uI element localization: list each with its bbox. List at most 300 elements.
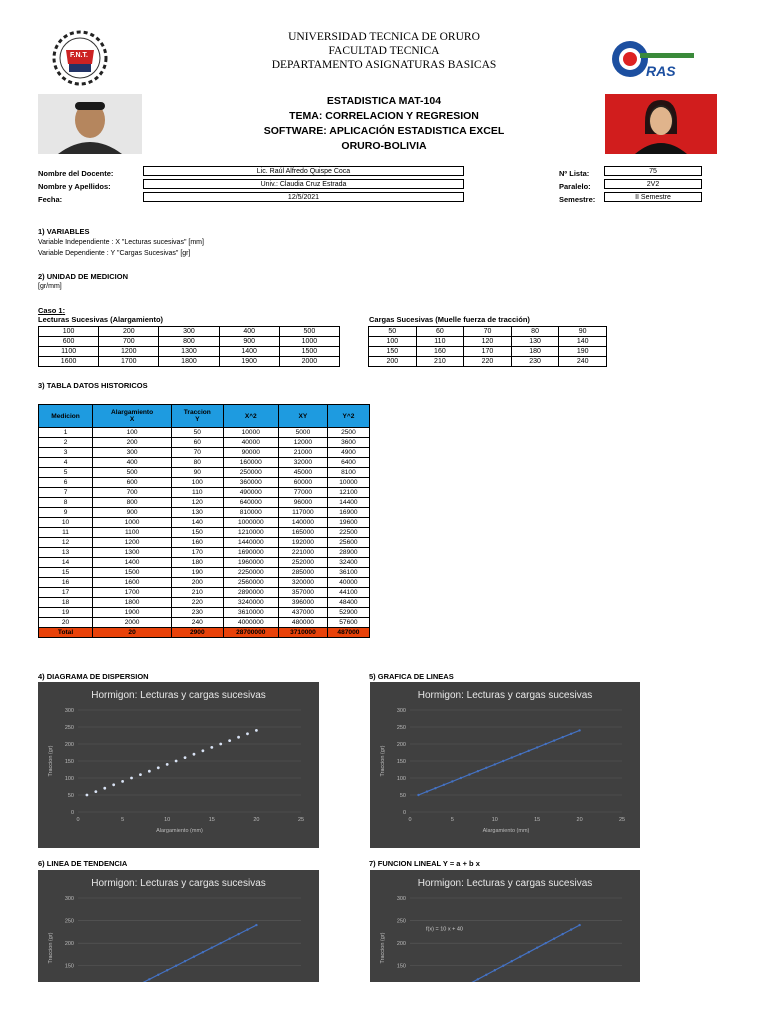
table-cell: 1440000	[223, 538, 279, 548]
table-row	[39, 428, 370, 438]
table-row	[39, 448, 370, 458]
y-tick-label: 200	[396, 742, 406, 748]
data-point	[166, 763, 169, 766]
data-point	[228, 739, 231, 742]
table-cell: 140000	[279, 518, 328, 528]
table-cell: 480000	[279, 618, 328, 628]
data-point	[494, 969, 496, 971]
fecha-value: 12/5/2021	[143, 192, 464, 202]
table-cell: 8100	[327, 468, 369, 478]
table-cell: 2500	[327, 428, 369, 438]
table-cell: 90000	[223, 448, 279, 458]
data-point	[544, 942, 546, 944]
table-cell: 190	[559, 347, 607, 357]
data-point	[255, 924, 257, 926]
data-point	[511, 756, 513, 758]
dependent-variable: Variable Dependiente : Y "Cargas Sucesivas" [gr]	[38, 250, 191, 257]
table-cell: 192000	[279, 538, 328, 548]
table-cell: 437000	[279, 608, 328, 618]
table-cell: 10000	[327, 478, 369, 488]
x-tick-label: 5	[121, 817, 125, 823]
table-cell: 110	[172, 488, 223, 498]
semestre-value: II Semestre	[604, 192, 702, 202]
table-cell: 3	[39, 448, 93, 458]
series-line	[87, 925, 256, 982]
data-point	[157, 766, 160, 769]
table-cell: 160	[416, 347, 464, 357]
table-cell: 1100	[93, 528, 172, 538]
data-point	[228, 937, 230, 939]
series-line	[418, 730, 579, 795]
table-row	[39, 458, 370, 468]
table-cell: 900	[93, 508, 172, 518]
table-cell: 210	[416, 357, 464, 367]
table-row	[39, 508, 370, 518]
chart-title: Hormigon: Lecturas y cargas sucesivas	[91, 690, 266, 701]
table-cell: 210	[172, 588, 223, 598]
chart-title: Hormigon: Lecturas y cargas sucesivas	[91, 878, 266, 889]
table-cell: 70	[464, 327, 512, 337]
table-cell: 48400	[327, 598, 369, 608]
data-point	[94, 790, 97, 793]
table-row	[39, 548, 370, 558]
y-tick-label: 300	[396, 708, 406, 714]
data-point	[477, 978, 479, 980]
lecturas-title: Lecturas Sucesivas (Alargamiento)	[38, 315, 164, 324]
table-row	[39, 357, 340, 367]
software-title: SOFTWARE: APLICACIÓN ESTADISTICA EXCEL	[263, 125, 505, 137]
table-cell: 117000	[279, 508, 328, 518]
table-cell: 70	[172, 448, 223, 458]
data-point	[219, 743, 222, 746]
data-point	[175, 760, 178, 763]
table-cell: 8	[39, 498, 93, 508]
table-cell: 1300	[93, 548, 172, 558]
data-point	[237, 736, 240, 739]
data-point	[202, 951, 204, 953]
historicos-heading: 3) TABLA DATOS HISTORICOS	[38, 381, 148, 390]
course-title: ESTADISTICA MAT-104	[326, 95, 442, 107]
table-cell: 96000	[279, 498, 328, 508]
table-row	[39, 347, 340, 357]
table-cell: 150	[369, 347, 417, 357]
data-point	[553, 739, 555, 741]
table-cell: 16	[39, 578, 93, 588]
table-cell: 200	[172, 578, 223, 588]
table-row	[39, 538, 370, 548]
data-point	[184, 960, 186, 962]
table-cell: 50	[172, 428, 223, 438]
table-cell: 52900	[327, 608, 369, 618]
data-point	[570, 733, 572, 735]
table-cell: 400	[93, 458, 172, 468]
y-tick-label: 150	[64, 963, 74, 970]
table-cell: 4	[39, 458, 93, 468]
table-cell: 170	[464, 347, 512, 357]
table-cell: 2	[39, 438, 93, 448]
table-cell: 220	[464, 357, 512, 367]
y-tick-label: 200	[396, 941, 406, 948]
y-tick-label: 100	[64, 776, 74, 782]
data-point	[528, 951, 530, 953]
y-tick-label: 250	[396, 918, 406, 925]
data-point	[130, 777, 133, 780]
data-point	[502, 760, 504, 762]
table-cell: 2000	[279, 357, 339, 367]
table-cell: 220	[172, 598, 223, 608]
table-cell: 6	[39, 478, 93, 488]
table-cell: 640000	[223, 498, 279, 508]
table-cell: 7	[39, 488, 93, 498]
linear-function-chart	[370, 870, 640, 982]
y-axis-label: Traccion (gr)	[48, 745, 54, 777]
data-point	[220, 942, 222, 944]
table-cell: 14400	[327, 498, 369, 508]
data-point	[246, 928, 248, 930]
table-cell: 1200	[93, 538, 172, 548]
data-point	[255, 729, 258, 732]
data-point	[536, 746, 538, 748]
line-chart	[370, 682, 640, 848]
data-point	[578, 729, 580, 731]
table-cell: 5	[39, 468, 93, 478]
data-point	[175, 965, 177, 967]
total-cell: Total	[39, 628, 93, 638]
table-cell: 19600	[327, 518, 369, 528]
table-cell: 57600	[327, 618, 369, 628]
table-cell: 2000	[93, 618, 172, 628]
column-header: Y^2	[327, 405, 369, 428]
caso-label: Caso 1:	[38, 306, 66, 315]
table-cell: 130	[511, 337, 559, 347]
x-tick-label: 0	[76, 817, 80, 823]
section-tendencia: 6) LINEA DE TENDENCIA	[38, 859, 128, 868]
location-title: ORURO-BOLIVIA	[341, 140, 427, 152]
cargas-table	[368, 326, 607, 367]
table-cell: 36100	[327, 568, 369, 578]
data-point	[561, 933, 563, 935]
table-cell: 4900	[327, 448, 369, 458]
table-cell: 180	[511, 347, 559, 357]
table-cell: 490000	[223, 488, 279, 498]
table-row	[39, 488, 370, 498]
data-point	[460, 777, 462, 779]
table-cell: 170	[172, 548, 223, 558]
semestre-label: Semestre:	[559, 195, 596, 204]
table-cell: 230	[511, 357, 559, 367]
table-cell: 1000	[279, 337, 339, 347]
table-cell: 1800	[159, 357, 219, 367]
table-cell: 2250000	[223, 568, 279, 578]
table-cell: 1000000	[223, 518, 279, 528]
total-cell: 3710000	[279, 628, 328, 638]
table-cell: 700	[93, 488, 172, 498]
trendline-equation: f(x) = 10 x + 40	[426, 926, 463, 933]
y-tick-label: 300	[396, 896, 406, 902]
y-tick-label: 150	[64, 759, 74, 765]
nombre-label: Nombre y Apellidos:	[38, 182, 111, 191]
table-cell: 1400	[219, 347, 279, 357]
table-row	[39, 327, 340, 337]
table-cell: 28900	[327, 548, 369, 558]
table-cell: 12100	[327, 488, 369, 498]
data-point	[193, 753, 196, 756]
table-cell: 3600	[327, 438, 369, 448]
table-cell: 25600	[327, 538, 369, 548]
table-row	[369, 327, 607, 337]
table-cell: 500	[93, 468, 172, 478]
x-axis-label: Alargamiento (mm)	[482, 828, 530, 834]
data-point	[502, 965, 504, 967]
data-point	[578, 924, 580, 926]
table-cell: 4000000	[223, 618, 279, 628]
chart-title: Hormigon: Lecturas y cargas sucesivas	[417, 878, 593, 889]
unidad-heading: 2) UNIDAD DE MEDICION	[38, 272, 129, 281]
table-row	[39, 608, 370, 618]
x-tick-label: 10	[491, 817, 498, 823]
table-cell: 77000	[279, 488, 328, 498]
table-cell: 40000	[223, 438, 279, 448]
table-cell: 1600	[93, 578, 172, 588]
chart-title: Hormigon: Lecturas y cargas sucesivas	[417, 690, 593, 701]
column-header: Medicion	[39, 405, 93, 428]
table-cell: 45000	[279, 468, 328, 478]
table-row	[39, 568, 370, 578]
section-dispersion: 4) DIAGRAMA DE DISPERSION	[38, 672, 149, 681]
y-tick-label: 0	[70, 810, 74, 816]
table-row	[39, 528, 370, 538]
table-cell: 1900	[219, 357, 279, 367]
table-row	[39, 518, 370, 528]
table-cell: 13	[39, 548, 93, 558]
table-cell: 1400	[93, 558, 172, 568]
table-cell: 140	[559, 337, 607, 347]
scatter-chart	[38, 682, 319, 848]
table-cell: 221000	[279, 548, 328, 558]
data-point	[184, 756, 187, 759]
x-tick-label: 25	[297, 817, 305, 823]
table-cell: 230	[172, 608, 223, 618]
table-cell: 200	[369, 357, 417, 367]
data-point	[528, 750, 530, 752]
table-row	[39, 578, 370, 588]
lecturas-table	[38, 326, 340, 367]
table-cell: 1700	[93, 588, 172, 598]
topic-title: TEMA: CORRELACION Y REGRESION	[289, 110, 479, 122]
y-tick-label: 150	[396, 963, 406, 970]
table-cell: 10	[39, 518, 93, 528]
data-point	[536, 946, 538, 948]
x-tick-label: 15	[208, 817, 215, 823]
data-point	[443, 784, 445, 786]
table-cell: 5000	[279, 428, 328, 438]
data-point	[485, 974, 487, 976]
data-point	[434, 787, 436, 789]
table-cell: 50	[369, 327, 417, 337]
table-cell: 250000	[223, 468, 279, 478]
table-cell: 130	[172, 508, 223, 518]
table-cell: 2560000	[223, 578, 279, 588]
table-cell: 1600	[39, 357, 99, 367]
trendline-chart	[38, 870, 319, 982]
table-cell: 2890000	[223, 588, 279, 598]
data-point	[103, 787, 106, 790]
x-axis-label: Alargamiento (mm)	[156, 828, 203, 834]
table-cell: 1800	[93, 598, 172, 608]
table-cell: 396000	[279, 598, 328, 608]
university-logo: F.N.T.	[52, 30, 108, 86]
table-cell: 80	[172, 458, 223, 468]
series-line	[418, 925, 579, 982]
table-row	[39, 588, 370, 598]
table-cell: 12	[39, 538, 93, 548]
table-cell: 1700	[99, 357, 159, 367]
cargas-title: Cargas Sucesivas (Muelle fuerza de tracción)	[369, 315, 530, 324]
table-cell: 900	[219, 337, 279, 347]
fecha-label: Fecha:	[38, 195, 63, 204]
table-cell: 32400	[327, 558, 369, 568]
y-axis-label: Traccion (gr)	[380, 745, 386, 777]
total-cell: 487000	[327, 628, 369, 638]
x-tick-label: 5	[450, 817, 454, 823]
table-cell: 300	[159, 327, 219, 337]
table-cell: 1900	[93, 608, 172, 618]
y-tick-label: 200	[64, 941, 74, 948]
x-tick-label: 25	[618, 817, 626, 823]
table-cell: 1300	[159, 347, 219, 357]
table-row	[39, 478, 370, 488]
table-cell: 10000	[223, 428, 279, 438]
table-cell: 1210000	[223, 528, 279, 538]
table-row	[39, 618, 370, 628]
table-row	[369, 347, 607, 357]
data-point	[157, 974, 159, 976]
table-cell: 700	[99, 337, 159, 347]
table-cell: 11	[39, 528, 93, 538]
data-point	[193, 956, 195, 958]
data-point	[139, 773, 142, 776]
table-cell: 3610000	[223, 608, 279, 618]
lista-value: 75	[604, 166, 702, 176]
table-cell: 240	[559, 357, 607, 367]
data-point	[112, 783, 115, 786]
y-tick-label: 150	[396, 759, 406, 765]
table-cell: 9	[39, 508, 93, 518]
data-point	[451, 780, 453, 782]
data-point	[544, 743, 546, 745]
data-point	[121, 780, 124, 783]
ras-logo: RAS	[610, 33, 698, 85]
table-cell: 165000	[279, 528, 328, 538]
column-header: X^2	[223, 405, 279, 428]
table-cell: 810000	[223, 508, 279, 518]
table-cell: 600	[39, 337, 99, 347]
student-photo	[605, 94, 717, 154]
lista-label: Nº Lista:	[559, 169, 590, 178]
data-point	[485, 767, 487, 769]
x-tick-label: 0	[408, 817, 412, 823]
data-point	[417, 794, 419, 796]
table-row	[39, 337, 340, 347]
table-cell: 20	[39, 618, 93, 628]
table-cell: 360000	[223, 478, 279, 488]
table-cell: 90	[559, 327, 607, 337]
table-cell: 190	[172, 568, 223, 578]
table-cell: 100	[39, 327, 99, 337]
table-cell: 32000	[279, 458, 328, 468]
x-tick-label: 10	[164, 817, 171, 823]
table-cell: 18	[39, 598, 93, 608]
table-cell: 1500	[93, 568, 172, 578]
data-point	[86, 794, 89, 797]
data-point	[246, 732, 249, 735]
data-point	[148, 770, 151, 773]
table-cell: 100	[369, 337, 417, 347]
teacher-photo	[38, 94, 142, 154]
data-point	[477, 770, 479, 772]
data-point	[519, 956, 521, 958]
table-cell: 240	[172, 618, 223, 628]
university-name: UNIVERSIDAD TECNICA DE ORURO	[288, 31, 480, 43]
table-row	[39, 558, 370, 568]
y-tick-label: 250	[64, 918, 74, 925]
table-cell: 140	[172, 518, 223, 528]
table-cell: 1000	[93, 518, 172, 528]
table-row	[39, 468, 370, 478]
table-cell: 90	[172, 468, 223, 478]
docente-value: Lic. Raúl Alfredo Quispe Coca	[143, 166, 464, 176]
table-cell: 160	[172, 538, 223, 548]
column-header: Alargamiento X	[93, 405, 172, 428]
y-tick-label: 100	[396, 776, 406, 782]
table-cell: 16900	[327, 508, 369, 518]
y-tick-label: 50	[399, 793, 406, 799]
table-cell: 200	[99, 327, 159, 337]
y-tick-label: 300	[64, 896, 74, 902]
x-tick-label: 20	[253, 817, 260, 823]
independent-variable: Variable Independiente : X "Lecturas sucesivas" [mm]	[38, 239, 204, 246]
y-tick-label: 50	[67, 793, 74, 799]
table-cell: 320000	[279, 578, 328, 588]
table-cell: 1960000	[223, 558, 279, 568]
y-tick-label: 200	[64, 742, 74, 748]
y-axis-label: Traccion (gr)	[48, 932, 54, 964]
table-cell: 100	[93, 428, 172, 438]
section-funcion: 7) FUNCION LINEAL Y = a + b x	[369, 859, 480, 868]
docente-label: Nombre del Docente:	[38, 169, 114, 178]
data-point	[211, 946, 213, 948]
y-tick-label: 0	[402, 810, 406, 816]
y-tick-label: 300	[64, 708, 74, 714]
data-point	[201, 749, 204, 752]
data-point	[166, 969, 168, 971]
table-cell: 800	[159, 337, 219, 347]
table-header-row	[39, 405, 370, 428]
data-point	[237, 933, 239, 935]
table-cell: 17	[39, 588, 93, 598]
data-point	[519, 753, 521, 755]
data-point	[561, 736, 563, 738]
table-cell: 60000	[279, 478, 328, 488]
table-cell: 12000	[279, 438, 328, 448]
table-cell: 150	[172, 528, 223, 538]
data-point	[511, 960, 513, 962]
table-cell: 6400	[327, 458, 369, 468]
table-cell: 800	[93, 498, 172, 508]
y-axis-label: Traccion (gr)	[380, 932, 386, 964]
table-cell: 300	[93, 448, 172, 458]
unidad-value: [gr/mm]	[38, 283, 62, 290]
